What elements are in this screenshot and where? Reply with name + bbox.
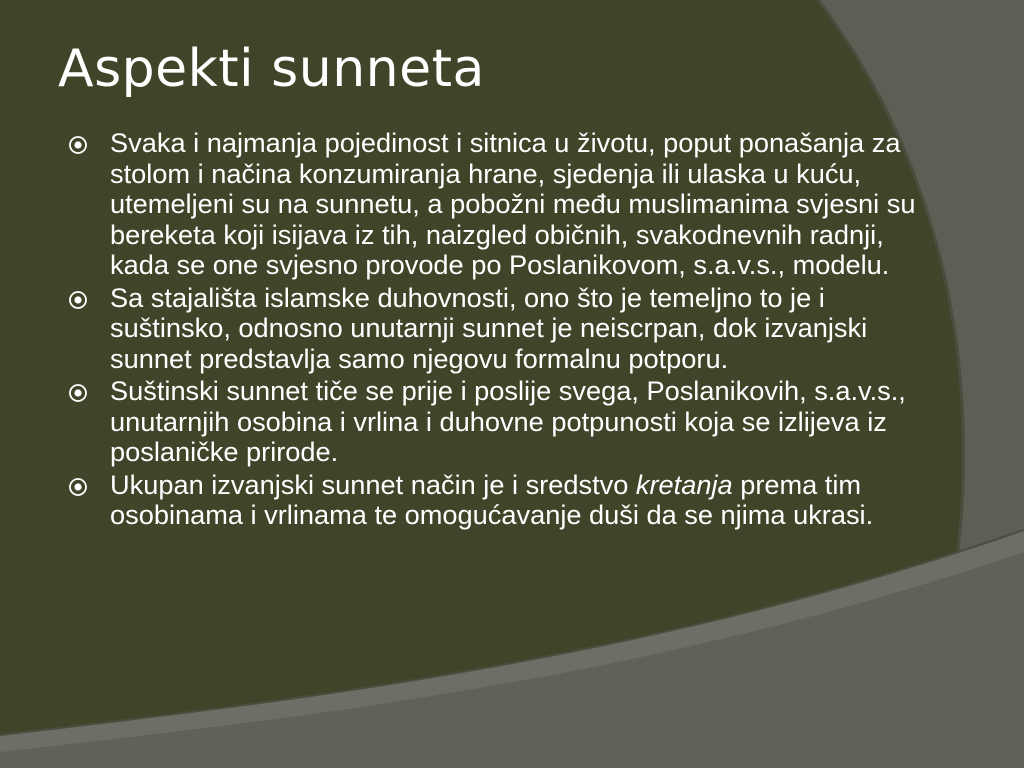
circled-dot-icon bbox=[68, 135, 88, 155]
circled-dot-icon bbox=[68, 383, 88, 403]
bullet-item-1 bbox=[60, 128, 940, 281]
bullet-item-3 bbox=[60, 376, 940, 468]
bullet-text-4-end: prema tim osobinama i vrlinama te omogućavanje duši da se njima ukrasi. bbox=[110, 468, 874, 530]
bullet-text-2: Sa stajališta islamske duhovnosti, ono što je temeljno to je i suštinsko, odnosno unutarnji sunnet je neiscrpan, dok izvanjski sunnet predstavlja samo njegovu formalnu potporu. bbox=[110, 281, 868, 374]
slide-title: Aspekti sunneta bbox=[58, 39, 485, 99]
bullet-list bbox=[60, 128, 940, 533]
bullet-text-3: Suštinski sunnet tiče se prije i poslije svega, Poslanikovih, s.a.v.s., unutarnjih osobina i vrlina i duhovne potpunosti koja se izlijeva iz poslaničke prirode. bbox=[110, 375, 906, 467]
circled-dot-icon bbox=[68, 477, 88, 497]
bullet-item-4 bbox=[60, 470, 940, 531]
bullet-text-4-italic: kretanja bbox=[635, 468, 733, 500]
bullet-text-1: Svaka i najmanja pojedinost i sitnica u životu, poput ponašanja za stolom i načina konzumiranja hrane, sjedenja ili ulaska u kuću, utemeljeni su na sunnetu, a pobožni među muslimanima svjesni su bereketa koji isijava iz tih, naizgled običnih, svakodnevnih radnji, kada se one svjesno provode po Poslanikovom, s.a.v.s., modelu. bbox=[110, 127, 916, 280]
bullet-text-4-start: Ukupan izvanjski sunnet način je i sredstvo bbox=[110, 468, 636, 500]
circled-dot-icon bbox=[68, 290, 88, 310]
bullet-item-2 bbox=[60, 283, 940, 375]
